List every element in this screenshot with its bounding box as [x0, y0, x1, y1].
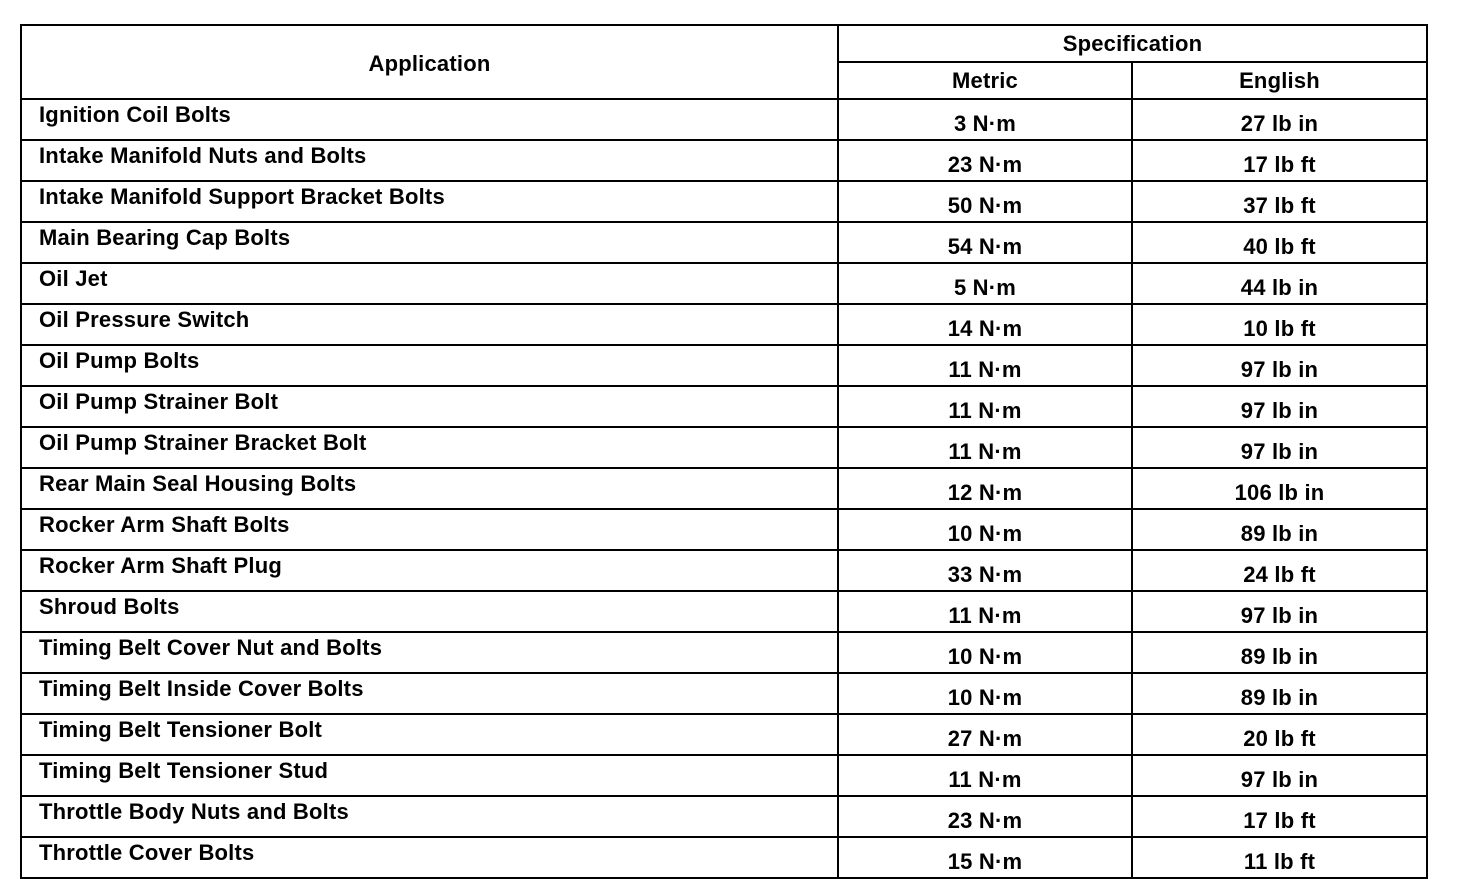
table-row	[21, 509, 1427, 550]
cell-metric: 33 N·m	[838, 550, 1132, 591]
cell-english: 17 lb ft	[1132, 140, 1427, 181]
cell-application: Oil Pump Strainer Bracket Bolt	[21, 427, 838, 468]
table-row	[21, 591, 1427, 632]
cell-metric: 54 N·m	[838, 222, 1132, 263]
cell-english: 17 lb ft	[1132, 796, 1427, 837]
cell-metric: 23 N·m	[838, 796, 1132, 837]
cell-metric: 11 N·m	[838, 427, 1132, 468]
cell-metric: 5 N·m	[838, 263, 1132, 304]
table-row	[21, 837, 1427, 878]
header-specification: Specification	[838, 25, 1427, 62]
cell-english: 97 lb in	[1132, 345, 1427, 386]
cell-application: Timing Belt Tensioner Stud	[21, 755, 838, 796]
table-row	[21, 427, 1427, 468]
cell-english: 89 lb in	[1132, 673, 1427, 714]
cell-english: 106 lb in	[1132, 468, 1427, 509]
cell-application: Throttle Cover Bolts	[21, 837, 838, 878]
cell-application: Oil Pump Bolts	[21, 345, 838, 386]
cell-application: Oil Jet	[21, 263, 838, 304]
cell-metric: 11 N·m	[838, 386, 1132, 427]
table-row	[21, 755, 1427, 796]
torque-spec-table	[20, 24, 1428, 879]
cell-metric: 14 N·m	[838, 304, 1132, 345]
table-row	[21, 263, 1427, 304]
cell-english: 27 lb in	[1132, 99, 1427, 140]
cell-metric: 50 N·m	[838, 181, 1132, 222]
cell-application: Throttle Body Nuts and Bolts	[21, 796, 838, 837]
cell-english: 11 lb ft	[1132, 837, 1427, 878]
cell-metric: 11 N·m	[838, 345, 1132, 386]
cell-application: Ignition Coil Bolts	[21, 99, 838, 140]
header-english: English	[1132, 62, 1427, 99]
cell-metric: 12 N·m	[838, 468, 1132, 509]
cell-english: 24 lb ft	[1132, 550, 1427, 591]
cell-metric: 3 N·m	[838, 99, 1132, 140]
cell-metric: 10 N·m	[838, 509, 1132, 550]
table-row	[21, 468, 1427, 509]
header-row-top	[21, 25, 1427, 62]
cell-application: Rocker Arm Shaft Plug	[21, 550, 838, 591]
cell-english: 10 lb ft	[1132, 304, 1427, 345]
cell-application: Timing Belt Cover Nut and Bolts	[21, 632, 838, 673]
cell-english: 89 lb in	[1132, 632, 1427, 673]
cell-application: Shroud Bolts	[21, 591, 838, 632]
cell-english: 97 lb in	[1132, 427, 1427, 468]
cell-english: 97 lb in	[1132, 386, 1427, 427]
table-body	[21, 99, 1427, 878]
table-row	[21, 304, 1427, 345]
table-row	[21, 386, 1427, 427]
cell-english: 97 lb in	[1132, 755, 1427, 796]
cell-metric: 10 N·m	[838, 632, 1132, 673]
table-row	[21, 632, 1427, 673]
table-row	[21, 99, 1427, 140]
table-header	[21, 25, 1427, 99]
cell-metric: 15 N·m	[838, 837, 1132, 878]
cell-application: Rear Main Seal Housing Bolts	[21, 468, 838, 509]
cell-application: Intake Manifold Support Bracket Bolts	[21, 181, 838, 222]
table-row	[21, 140, 1427, 181]
cell-application: Timing Belt Inside Cover Bolts	[21, 673, 838, 714]
table-row	[21, 550, 1427, 591]
header-metric: Metric	[838, 62, 1132, 99]
cell-metric: 27 N·m	[838, 714, 1132, 755]
cell-application: Oil Pressure Switch	[21, 304, 838, 345]
cell-metric: 10 N·m	[838, 673, 1132, 714]
cell-metric: 11 N·m	[838, 591, 1132, 632]
cell-english: 97 lb in	[1132, 591, 1427, 632]
table-row	[21, 181, 1427, 222]
table-row	[21, 796, 1427, 837]
header-application: Application	[21, 25, 838, 99]
cell-metric: 11 N·m	[838, 755, 1132, 796]
table-row	[21, 673, 1427, 714]
table-row	[21, 222, 1427, 263]
cell-metric: 23 N·m	[838, 140, 1132, 181]
table-row	[21, 345, 1427, 386]
cell-english: 40 lb ft	[1132, 222, 1427, 263]
cell-english: 89 lb in	[1132, 509, 1427, 550]
cell-english: 37 lb ft	[1132, 181, 1427, 222]
cell-application: Oil Pump Strainer Bolt	[21, 386, 838, 427]
cell-application: Timing Belt Tensioner Bolt	[21, 714, 838, 755]
cell-application: Intake Manifold Nuts and Bolts	[21, 140, 838, 181]
table-row	[21, 714, 1427, 755]
cell-application: Rocker Arm Shaft Bolts	[21, 509, 838, 550]
cell-english: 44 lb in	[1132, 263, 1427, 304]
cell-application: Main Bearing Cap Bolts	[21, 222, 838, 263]
cell-english: 20 lb ft	[1132, 714, 1427, 755]
